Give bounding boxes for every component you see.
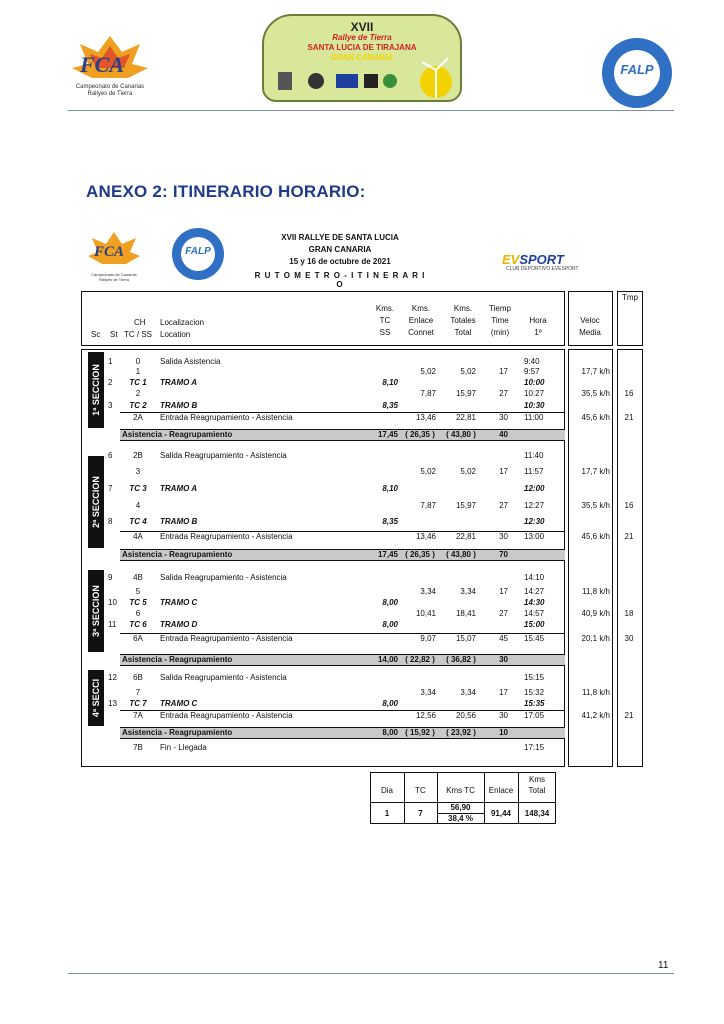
band-tim: 10 [499,728,508,737]
row-ch: 3 [135,467,141,476]
band-kmtc: 14,00 [377,655,398,664]
row-ch: 7A [133,711,143,720]
row-vel: 11,8 k/h [582,688,610,697]
row-ch: TC 6 [129,620,147,629]
row-hora: 15:45 [524,634,545,643]
col-tiempo: Tiemp Time (min) [489,304,511,337]
row-tot: 22,81 [455,532,476,541]
band-tot: ( 43,80 ) [446,550,476,559]
row-st: 2 [108,378,113,387]
col-hora: Hora 1º [529,316,547,337]
row-st: 11 [108,620,117,629]
row-ch: 0 [135,357,141,366]
plate-number: XVII [350,20,374,34]
section-bar-3: 3ª SECCION [88,570,104,652]
row-hora: 14:57 [524,609,545,618]
row-tmp: 21 [624,532,634,541]
band-tot: ( 23,92 ) [446,728,476,737]
row-enl: 3,34 [420,688,436,697]
row-enl: 3,34 [420,587,436,596]
summary-enlace: 91,44 [490,809,512,818]
row-st: 10 [108,598,117,607]
row-ch: 2A [133,413,143,422]
row-hora: 12:30 [524,517,545,526]
plate-title: SANTA LUCIA DE TIRAJANA [307,43,417,52]
doc-date: 15 y 16 de octubre de 2021 [289,257,391,266]
row-divider [120,531,565,532]
band-label: Asistencia - Reagrupamiento [122,728,233,737]
row-enl: 5,02 [420,367,436,376]
col-st: St [110,330,118,339]
doc-title: XVII RALLYE DE SANTA LUCIA [281,233,399,242]
row-vel: 35,5 k/h [581,501,610,510]
row-hora: 15:32 [524,688,545,697]
row-loc: Entrada Reagrupamiento - Asistencia [160,711,293,720]
row-vel: 35,5 k/h [581,389,610,398]
row-hora: 10:30 [524,401,545,410]
row-kmtc: 8,10 [382,484,398,493]
row-loc: TRAMO A [160,484,198,493]
fca-logo [70,34,150,110]
row-ch: 6B [133,673,143,682]
summary-col-dia: Dia [380,786,393,795]
row-ch: 2B [133,451,143,460]
section-bar-1: 1ª SECCION [88,352,104,428]
row-hora: 13:00 [524,532,545,541]
col-ch: CH [134,318,146,327]
row-enl: 13,46 [415,413,436,422]
row-loc: Salida Reagrupamiento - Asistencia [160,451,287,460]
row-st: 8 [108,517,113,526]
row-vel: 40,9 k/h [581,609,610,618]
row-loc: Entrada Reagrupamiento - Asistencia [160,634,293,643]
sponsor-logos-icon [274,68,404,98]
row-ch: 4A [133,532,143,541]
row-st: 3 [108,401,113,410]
fca-caption: Campeonato de Canarias Rallyes de Tierra [75,84,145,97]
row-ch: TC 1 [129,378,147,387]
page-number: 11 [658,960,669,971]
row-kmtc: 8,00 [382,699,398,708]
summary-col-total: Kms Total [528,775,546,795]
col-totales: Kms. Totales Total [450,304,476,337]
row-hora: 9:40 [524,357,540,366]
summary-dia: 1 [384,809,390,818]
band-kmtc: 17,45 [377,550,398,559]
veloc-body [568,349,613,767]
row-tmp: 16 [624,389,634,398]
row-hora: 10:27 [524,389,545,398]
col-veloc: Veloc Media [579,316,601,337]
row-kmtc: 8,35 [382,401,398,410]
row-hora: 11:40 [524,451,544,460]
row-kmtc: 8,00 [382,620,398,629]
section-title: ANEXO 2: ITINERARIO HORARIO: [86,182,366,201]
row-tot: 15,97 [455,389,476,398]
row-hora: 17:15 [524,743,545,752]
row-ch: 4B [133,573,143,582]
row-loc: Fin - Llegada [160,743,207,752]
row-tim: 30 [499,532,508,541]
row-enl: 7,87 [420,501,436,510]
summary-tc: 7 [418,809,423,818]
row-vel: 11,8 k/h [582,587,610,596]
row-tim: 30 [499,711,508,720]
row-enl: 12,56 [415,711,436,720]
footer-divider [68,973,674,974]
summary-kms-tc: 56,90 [450,803,471,812]
row-ch: 6A [133,634,143,643]
fca-logo-small: FCA Campeonato de Canarias Rallyes de Tierra [86,230,142,286]
col-sc: Sc [91,330,101,339]
header-divider [68,110,674,111]
row-st: 7 [108,484,113,493]
row-tim: 30 [499,413,508,422]
row-tim: 27 [499,609,508,618]
doc-subtitle: GRAN CANARIA [308,245,372,254]
row-tmp: 16 [624,501,634,510]
row-st: 13 [108,699,117,708]
row-kmtc: 8,35 [382,517,398,526]
row-st: 12 [108,673,117,682]
col-tmp: Tmp [622,293,638,302]
plate-location: GRAN CANARIA [330,53,394,62]
plate-subtitle: Rallye de Tierra [332,33,392,42]
row-tot: 15,07 [455,634,476,643]
row-kmtc: 8,10 [382,378,398,387]
row-hora: 12:00 [524,484,545,493]
row-vel: 45,6 k/h [581,532,610,541]
row-loc: Entrada Reagrupamiento - Asistencia [160,532,293,541]
tmp-body [617,349,643,767]
row-loc: Salida Reagrupamiento - Asistencia [160,573,287,582]
row-tot: 15,97 [455,501,476,510]
row-tot: 3,34 [460,688,476,697]
row-hora: 12:27 [524,501,545,510]
row-loc: Salida Asistencia [160,357,221,366]
row-ch: 7B [133,743,143,752]
band-enl: ( 26,35 ) [405,430,435,439]
row-hora: 15:00 [524,620,545,629]
row-vel: 17,7 k/h [581,467,610,476]
row-ch: TC 3 [129,484,147,493]
row-loc: TRAMO B [160,517,198,526]
row-tmp: 18 [624,609,634,618]
row-ch: TC 2 [129,401,147,410]
row-ch: 1 [135,367,141,376]
row-divider [120,710,565,711]
row-divider [120,412,565,413]
falp-logo: FALP [602,38,672,108]
row-enl: 13,46 [415,532,436,541]
band-enl: ( 26,35 ) [405,550,435,559]
row-hora: 14:30 [524,598,545,607]
row-ch: 6 [135,609,141,618]
row-hora: 15:35 [524,699,545,708]
summary-pct: 38,4 % [448,814,473,823]
evsport-logo: EVSPORT [502,252,564,267]
band-tim: 30 [499,655,508,664]
row-hora: 10:00 [524,378,545,387]
band-tim: 70 [499,550,508,559]
row-tim: 17 [499,688,508,697]
row-enl: 7,87 [420,389,436,398]
row-tmp: 21 [624,413,634,422]
row-enl: 5,02 [420,467,436,476]
row-vel: 41,2 k/h [581,711,610,720]
col-enlace: Kms. Enlace Connet [408,304,434,337]
row-ch: TC 5 [129,598,147,607]
row-ch: TC 4 [129,517,147,526]
section-bar-2: 2ª SECCION [88,456,104,548]
band-kmtc: 17,45 [377,430,398,439]
row-loc: TRAMO B [160,401,198,410]
row-hora: 11:57 [524,467,544,476]
band-kmtc: 8,00 [382,728,398,737]
summary-col-tc: TC [415,786,426,795]
evsport-caption: CLUB DEPORTIVO EVESPORT [506,266,579,272]
row-hora: 14:27 [524,587,545,596]
row-tmp: 30 [624,634,634,643]
row-vel: 17,7 k/h [581,367,610,376]
col-tc-ss: TC / SS [124,330,153,339]
row-tot: 20,56 [455,711,476,720]
row-hora: 17:05 [524,711,545,720]
band-enl: ( 15,92 ) [405,728,435,737]
row-tot: 22,81 [455,413,476,422]
row-hora: 9:57 [524,367,540,376]
row-hora: 15:15 [524,673,545,682]
row-loc: TRAMO A [160,378,198,387]
rally-plate-logo [262,14,462,102]
row-st: 1 [108,357,113,366]
row-tim: 17 [499,467,508,476]
row-ch: 7 [135,688,141,697]
band-label: Asistencia - Reagrupamiento [122,655,233,664]
row-loc: Salida Reagrupamiento - Asistencia [160,673,287,682]
row-tim: 17 [499,587,508,596]
row-tim: 17 [499,367,508,376]
col-location: Location [160,330,191,339]
row-ch: TC 7 [129,699,147,708]
row-loc: TRAMO C [160,598,198,607]
col-kms-tc: Kms. TC SS [375,304,395,337]
row-vel: 20,1 k/h [581,634,610,643]
section-bar-4: 4ª SECCI [88,670,104,726]
row-tim: 45 [499,634,508,643]
summary-col-kms-tc: Kms TC [446,786,475,795]
row-loc: TRAMO C [160,699,198,708]
fca-logo-mark: FCA [80,52,125,77]
doc-type: R U T O M E T R O - I T I N E R A R I O [254,271,426,289]
row-vel: 45,6 k/h [581,413,610,422]
summary-col-enlace: Enlace [488,786,514,795]
row-tot: 18,41 [455,609,476,618]
row-enl: 9,07 [420,634,436,643]
band-label: Asistencia - Reagrupamiento [122,430,233,439]
band-tot: ( 36,82 ) [446,655,476,664]
summary-total: 148,34 [524,809,550,818]
row-divider [120,633,565,634]
falp-logo-small: FALP [172,228,224,280]
row-hora: 14:10 [524,573,545,582]
col-localizacion: Localizacion [160,318,205,327]
row-tmp: 21 [624,711,634,720]
windmill-icon [414,52,460,100]
band-label: Asistencia - Reagrupamiento [122,550,233,559]
row-tot: 3,34 [460,587,476,596]
band-tim: 40 [499,430,508,439]
row-tot: 5,02 [460,367,476,376]
row-ch: 5 [135,587,141,596]
row-st: 6 [108,451,113,460]
row-tot: 5,02 [460,467,476,476]
row-st: 9 [108,573,113,582]
band-enl: ( 22,82 ) [405,655,435,664]
row-enl: 10,41 [415,609,436,618]
row-loc: Entrada Reagrupamiento - Asistencia [160,413,293,422]
row-hora: 11:00 [524,413,544,422]
row-kmtc: 8,00 [382,598,398,607]
row-tim: 27 [499,501,508,510]
row-ch: 4 [135,501,141,510]
row-loc: TRAMO D [160,620,198,629]
row-ch: 2 [135,389,141,398]
band-tot: ( 43,80 ) [446,430,476,439]
row-tim: 27 [499,389,508,398]
